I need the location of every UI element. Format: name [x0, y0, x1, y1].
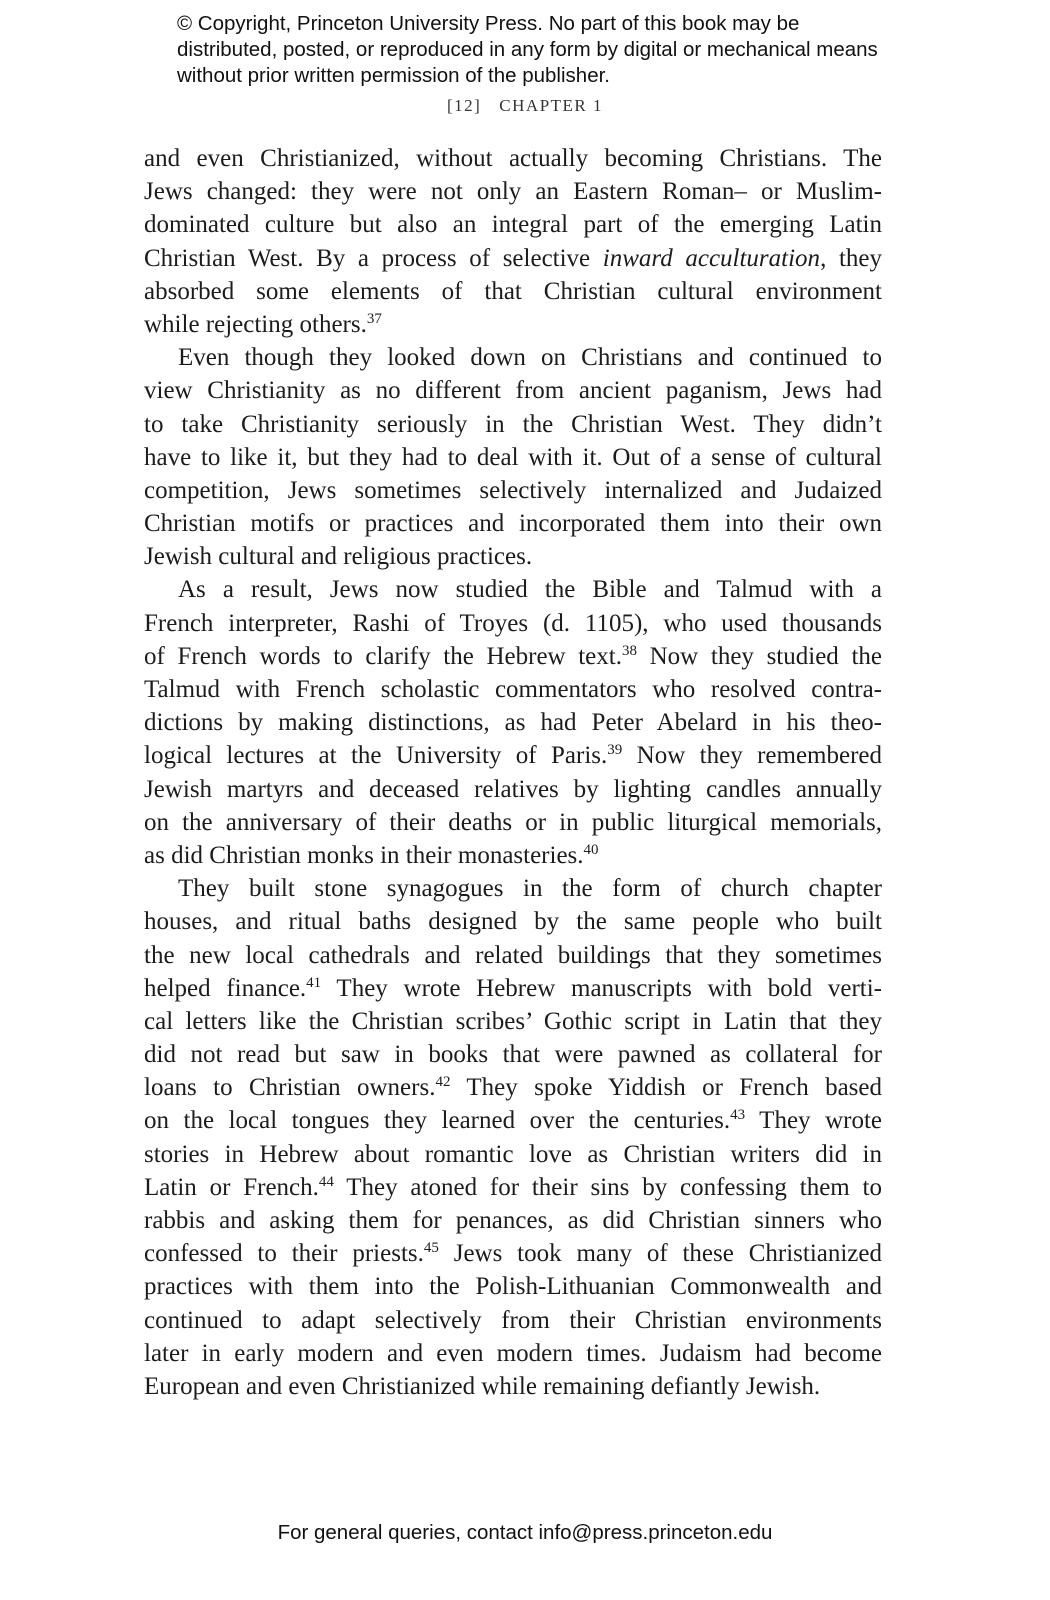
text-segment: houses, and ritual baths designed by the same people who built: [144, 908, 882, 936]
text-line: [144, 1038, 882, 1071]
text-segment: Christian West. By a process of selective: [144, 244, 603, 272]
text-line: [144, 640, 882, 673]
text-line: [144, 972, 882, 1005]
text-segment: logical lectures at the University of Paris.: [144, 742, 608, 770]
text-line: [144, 939, 882, 972]
text-segment: helped finance.: [144, 974, 307, 1002]
text-segment: rabbis and asking them for penances, as did Christian sinners who: [144, 1207, 882, 1234]
text-segment: cal letters like the Christian scribes’ Gothic script in Latin that they: [144, 1007, 882, 1035]
paragraph: [144, 573, 882, 872]
text-segment: They wrote: [745, 1107, 882, 1135]
text-line: [144, 308, 882, 341]
text-segment: continued to adapt selectively from their Christian environments: [144, 1306, 882, 1334]
text-line: [144, 275, 882, 308]
text-line: [144, 1104, 882, 1137]
text-segment: Jewish cultural and religious practices.: [144, 543, 533, 571]
text-segment: as did Christian monks in their monasteries.: [144, 841, 584, 869]
text-segment: later in early modern and even modern times. Judaism had become: [144, 1339, 882, 1367]
text-segment: Jewish martyrs and deceased relatives by lighting candles annually: [144, 775, 882, 803]
footnote-marker: 44: [318, 1173, 334, 1190]
text-segment: practices with them into the Polish-Lithuanian Commonwealth and: [144, 1273, 882, 1301]
text-segment: They spoke Yiddish or French based: [450, 1074, 882, 1102]
text-segment: Jews took many of these Christianized: [438, 1240, 882, 1268]
paragraph: [144, 872, 882, 1403]
text-line: [144, 142, 882, 175]
footnote-marker: 45: [423, 1240, 439, 1257]
text-segment: They wrote Hebrew manuscripts with bold verti-: [321, 974, 882, 1002]
text-segment: They atoned for their sins by confessing them to: [333, 1173, 882, 1201]
text-line: [144, 573, 882, 606]
text-line: [144, 739, 882, 772]
text-line: [144, 839, 882, 872]
italic-text: inward acculturation: [602, 244, 821, 272]
text-segment: Latin or French.: [144, 1173, 319, 1201]
text-segment: Talmud with French scholastic commentators who resolved contra-: [144, 676, 882, 703]
text-segment: Jews changed: they were not only an Eastern Roman– or Muslim-: [144, 178, 882, 206]
text-line: [144, 806, 882, 839]
text-segment: competition, Jews sometimes selectively internalized and Judaized: [144, 476, 882, 504]
text-line: [144, 242, 882, 275]
text-line: [144, 374, 882, 407]
text-segment: Now they studied the: [636, 642, 882, 670]
text-line: [144, 1138, 882, 1171]
text-segment: They built stone synagogues in the form of church chapter: [178, 875, 882, 903]
text-line: [144, 1270, 882, 1303]
text-segment: As a result, Jews now studied the Bible and Talmud with a: [178, 576, 882, 604]
text-line: [144, 1171, 882, 1204]
text-line: [144, 773, 882, 806]
footnote-marker: 37: [366, 310, 382, 327]
text-segment: European and even Christianized while remaining defiantly Jewish.: [144, 1372, 821, 1400]
footnote-marker: 41: [306, 974, 322, 991]
text-line: [144, 208, 882, 241]
footnote-marker: 43: [730, 1107, 746, 1124]
text-segment: and even Christianized, without actually becoming Christians. The: [144, 145, 882, 172]
text-line: [144, 1237, 882, 1270]
text-segment: French interpreter, Rashi of Troyes (d. 1105), who used thousands: [144, 609, 882, 637]
text-segment: while rejecting others.: [144, 310, 367, 338]
text-line: [144, 408, 882, 441]
text-segment: on the local tongues they learned over the centuries.: [144, 1107, 731, 1135]
text-segment: did not read but saw in books that were pawned as collateral for: [144, 1041, 882, 1069]
text-segment: view Christianity as no different from ancient paganism, Jews had: [144, 377, 882, 405]
text-line: [144, 673, 882, 706]
text-line: [144, 507, 882, 540]
text-segment: the new local cathedrals and related buildings that they sometimes: [144, 941, 882, 969]
text-line: [144, 474, 882, 507]
page-number: [12]: [446, 96, 482, 115]
text-segment: stories in Hebrew about romantic love as Christian writers did in: [144, 1140, 882, 1168]
copyright-notice: © Copyright, Princeton University Press. No part of this book may be distributed, posted, or reproduced in any form by digital or mechanical means without prior written permission of the publisher.: [177, 12, 878, 87]
text-line: [144, 1337, 882, 1370]
text-line: [144, 706, 882, 739]
text-segment: have to like it, but they had to deal with it. Out of a sense of cultural: [144, 443, 882, 471]
text-segment: Now they remembered: [622, 742, 883, 770]
text-segment: dictions by making distinctions, as had Peter Abelard in his theo-: [144, 709, 882, 737]
text-segment: , they: [820, 244, 882, 272]
text-line: [144, 341, 882, 374]
body-text: [144, 142, 882, 1403]
text-segment: confessed to their priests.: [144, 1240, 424, 1268]
text-line: [144, 1204, 882, 1237]
text-line: [144, 1304, 882, 1337]
footnote-marker: 39: [607, 742, 623, 759]
text-segment: Christian motifs or practices and incorporated them into their own: [144, 510, 882, 538]
text-segment: Even though they looked down on Christians and continued to: [178, 344, 882, 372]
text-segment: loans to Christian owners.: [144, 1074, 436, 1102]
text-segment: to take Christianity seriously in the Christian West. They didn’t: [144, 410, 882, 438]
text-line: [144, 441, 882, 474]
footer-contact: For general queries, contact info@press.princeton.edu: [277, 1521, 773, 1544]
text-line: [144, 175, 882, 208]
text-line: [144, 1370, 882, 1403]
running-head: [0, 96, 1050, 116]
footnote-marker: 38: [621, 642, 637, 659]
text-segment: of French words to clarify the Hebrew text.: [144, 642, 622, 670]
text-segment: absorbed some elements of that Christian cultural environment: [144, 277, 882, 305]
text-segment: dominated culture but also an integral part of the emerging Latin: [144, 211, 882, 239]
chapter-label: CHAPTER 1: [499, 96, 604, 115]
text-line: [144, 540, 882, 573]
text-segment: on the anniversary of their deaths or in public liturgical memorials,: [144, 808, 882, 836]
footnote-marker: 40: [583, 841, 599, 858]
text-line: [144, 607, 882, 640]
paragraph: [144, 341, 882, 573]
text-line: [144, 1071, 882, 1104]
text-line: [144, 905, 882, 938]
text-line: [144, 872, 882, 905]
footnote-marker: 42: [435, 1074, 451, 1091]
text-line: [144, 1005, 882, 1038]
paragraph: [144, 142, 882, 341]
